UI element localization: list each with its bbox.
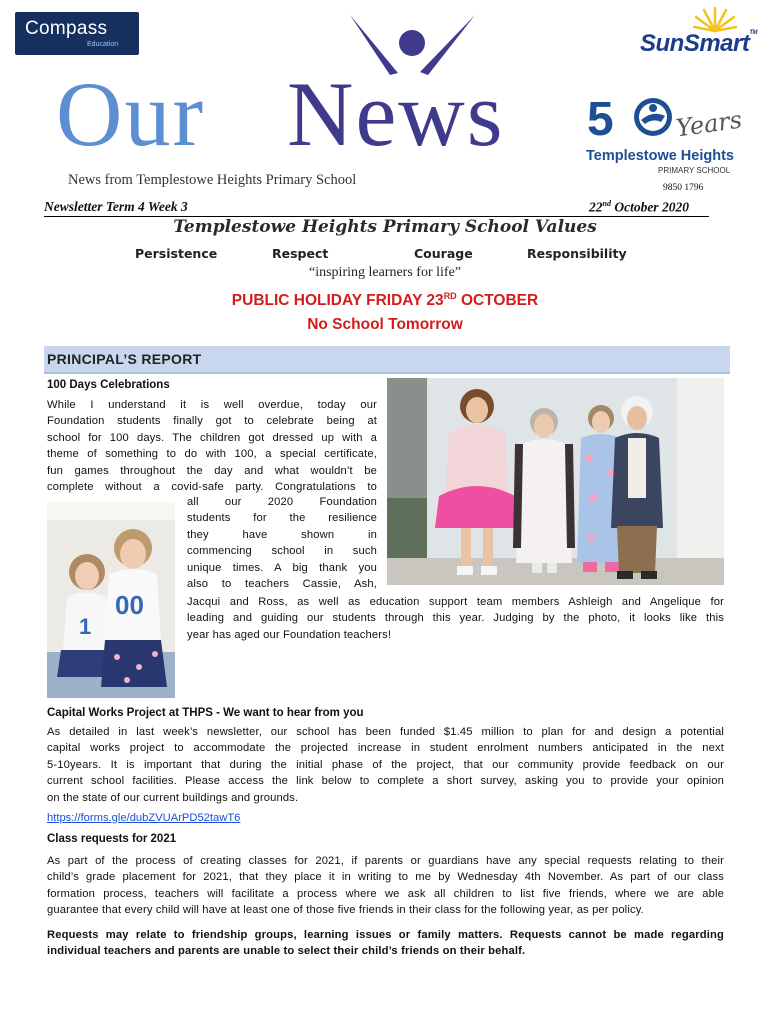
section-heading-capital-works: Capital Works Project at THPS - We want to hear from you: [47, 707, 364, 719]
text-line: theme of something to do with 100, a special certificate,: [47, 448, 377, 461]
school-phone: 9850 1796: [663, 183, 704, 193]
text-line: Foundation students finally got to celebrate being at: [47, 415, 377, 428]
compass-logo-sub: Education: [87, 41, 119, 48]
text-line: Jacqui and Ross, as well as education support team members Ashleigh and Angelique for: [187, 596, 724, 608]
text-line: also to teachers Cassie, Ash,: [187, 578, 377, 591]
text-line: all our 2020 Foundation: [187, 496, 377, 508]
school-logo-name: Templestowe Heights: [586, 148, 734, 164]
masthead-title-news: News: [287, 63, 505, 165]
text-line: 5-10years. It is important that during the initial phase of the project, that our community provide feedback on our: [47, 758, 724, 771]
value-courage: Courage: [414, 246, 473, 261]
text-line: Requests may relate to friendship groups, learning issues or family matters. Requests cannot be made regarding: [47, 929, 724, 941]
text-line: As part of the process of creating classes for 2021, if parents or guardians have any special requests relating to their: [47, 855, 724, 867]
text-line: guarantee that every child will have at least one of those five friends in their class for the following year, as per policy.: [47, 904, 644, 917]
text-line: on the state of our current buildings and grounds.: [47, 791, 299, 804]
value-respect: Respect: [272, 246, 329, 261]
newsletter-issue: Newsletter Term 4 Week 3: [44, 199, 188, 214]
holiday-notice: [0, 291, 770, 310]
school-logo-sub: PRIMARY SCHOOL: [658, 166, 731, 175]
anniversary-zero-icon: [628, 92, 678, 142]
value-persistence: Persistence: [135, 246, 218, 261]
school-motto: “inspiring learners for life”: [309, 265, 461, 280]
text-line: current school facilities. Please access the link below to complete a short survey, asking you to provide your opinion: [47, 775, 724, 788]
holiday-notice-month: OCTOBER: [456, 292, 539, 310]
paragraph-class-requests: [47, 853, 724, 919]
text-line: year has aged our Foundation teachers!: [187, 628, 392, 641]
section-heading-class-requests: Class requests for 2021: [47, 833, 177, 845]
principal-report-title: PRINCIPAL’S REPORT: [47, 351, 202, 367]
paragraph-100-days-a: [47, 397, 377, 495]
paragraph-100-days-c: [187, 594, 724, 643]
text-line: unique times. A big thank you: [187, 561, 377, 574]
value-responsibility: Responsibility: [527, 246, 627, 261]
text-line: fun games throughout the day and what wouldn’t be: [47, 464, 377, 477]
holiday-notice-sup: RD: [443, 291, 457, 301]
values-title: Templestowe Heights Primary School Values: [173, 217, 597, 237]
masthead-title-our: Our: [56, 63, 206, 165]
text-line: While I understand it is well overdue, today our: [47, 399, 377, 411]
text-line: individual teachers and parents are unable to select their child’s friends on their behalf.: [47, 945, 526, 958]
teachers-photo: [387, 378, 724, 585]
paragraph-capital-works: [47, 724, 724, 806]
compass-logo-text: Compass: [25, 18, 108, 39]
date-rest: October 2020: [610, 199, 689, 215]
sunsmart-logo-text: SunSmart: [640, 30, 750, 57]
text-line: leading and guiding our students through this year. Judging by the photo, it looks like this: [187, 612, 724, 625]
compass-logo: [15, 12, 139, 55]
paragraph-100-days-b: [187, 494, 377, 592]
text-line: capital works project to accommodate the projected increase in student enrolment numbers anticipated in the next: [47, 742, 724, 755]
text-line: As detailed in last week’s newsletter, our school has been funded $1.45 million to plan for and design a potential: [47, 726, 724, 738]
text-line: students for the resilience: [187, 512, 377, 525]
sunsmart-logo: SunSmart™: [640, 30, 758, 57]
no-school-notice: No School Tomorrow: [307, 316, 463, 333]
survey-link[interactable]: https://forms.gle/dubZVUArPD52tawT6: [47, 812, 241, 824]
text-line: they have shown in: [187, 528, 377, 541]
text-line: formation process, teachers will facilitate a process where we ask all children to list five friends, where we are able: [47, 887, 724, 900]
students-photo: [47, 502, 175, 698]
date-suffix: nd: [602, 199, 611, 208]
anniversary-years: Years: [674, 105, 744, 143]
svg-text:1: 1: [79, 614, 92, 639]
text-line: child’s grade placement for 2021, that they place it in writing to me by Wednesday 4th November. As part of our class: [47, 871, 724, 884]
newsletter-date: [589, 199, 689, 216]
text-line: complete without a covid-safe party. Congratulations to: [47, 481, 377, 494]
date-day: 22: [589, 199, 603, 215]
holiday-notice-text: PUBLIC HOLIDAY FRIDAY 23: [231, 292, 444, 310]
text-line: school for 100 days. The children got dressed up with a: [47, 431, 377, 444]
text-line: commencing school in such: [187, 545, 377, 558]
masthead-tagline: News from Templestowe Heights Primary School: [68, 172, 357, 188]
anniversary-number: 5: [587, 93, 614, 146]
section-heading-100-days: 100 Days Celebrations: [47, 379, 170, 391]
paragraph-request-rules: [47, 927, 724, 960]
svg-text:00: 00: [115, 590, 144, 620]
